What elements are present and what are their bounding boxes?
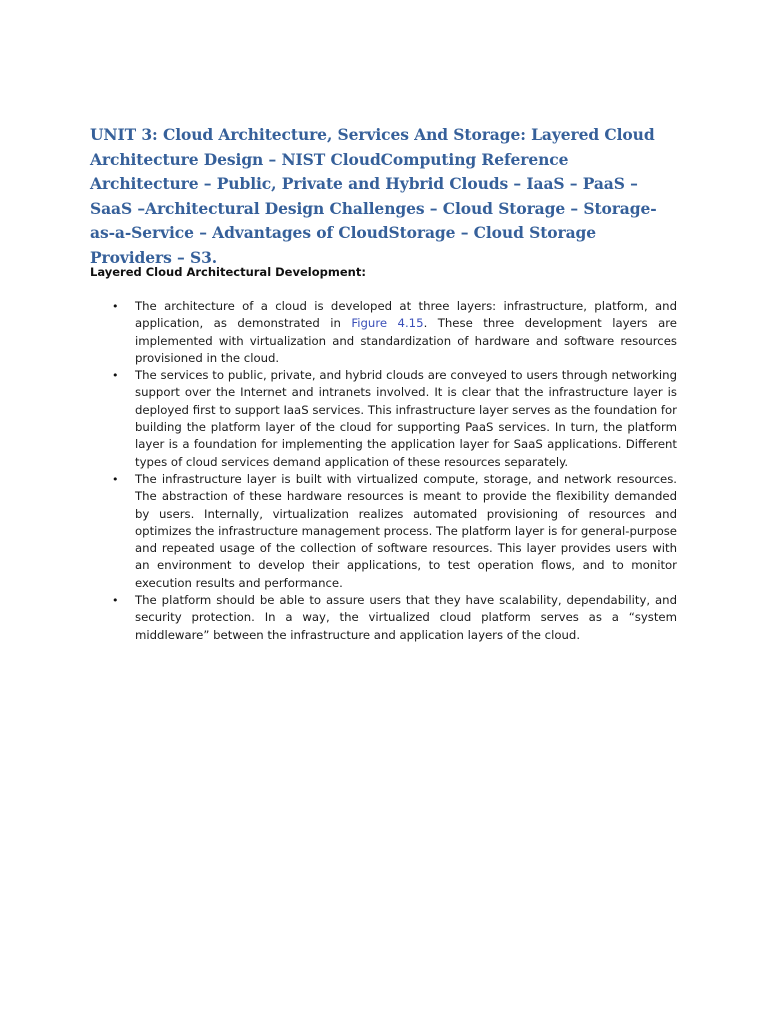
unit-heading: UNIT 3: Cloud Architecture, Services And Storage: Layered Cloud Architecture Design – NIST CloudComputing Reference Architecture – Public, Private and Hybrid Clouds – IaaS – PaaS – SaaS –Architectural Design Challenges – Cloud Storage – Storage-as-a-Service – Advantages of CloudStorage – Cloud Storage Providers – S3. [90, 125, 657, 267]
bullet-icon: • [112, 369, 119, 383]
bullet-text: The platform should be able to assure users that they have scalability, dependability, and security protection. In a way, the virtualized cloud platform serves as a “system middleware” between the infrastructure and application layers of the cloud. [135, 593, 677, 642]
bullet-text: The services to public, private, and hybrid clouds are conveyed to users through networking support over the Internet and intranets involved. It is clear that the infrastructure layer is deployed first to support IaaS services. This infrastructure layer serves as the foundation for building the platform layer of the cloud for supporting PaaS services. In turn, the platform layer is a foundation for implementing the application layer for SaaS applications. Different types of cloud services demand application of these resources separately. [135, 368, 677, 469]
bullet-text: The architecture of a cloud is developed at three layers: infrastructure, platform, and application, as demonstrated in [135, 299, 677, 331]
bullet-icon: • [112, 300, 119, 313]
bullet-icon: • [112, 472, 119, 486]
bullet-text: The infrastructure layer is built with virtualized compute, storage, and network resources. The abstraction of these hardware resources is meant to provide the flexibility demanded by users. Internally, virtualization realizes automated provisioning of resources and optimizes the infrastructure management process. The platform layer is for general-purpose and repeated usage of the collection of software resources. This layer provides users with an environment to develop their applications, to test operation flows, and to monitor execution results and performance. [135, 471, 677, 590]
bullet-icon: • [112, 594, 119, 608]
bullet-list [112, 298, 677, 644]
section-subheading: Layered Cloud Architectural Development: [90, 265, 366, 279]
bullet-text: . These three development layers are implemented with virtualization and standardization of hardware and software resources provisioned in the cloud. [135, 316, 677, 365]
figure-link[interactable]: Figure 4.15 [351, 316, 424, 331]
bullet-item [112, 367, 677, 471]
bullet-item [112, 592, 677, 644]
bullet-item [112, 471, 677, 592]
bullet-item [112, 298, 677, 367]
